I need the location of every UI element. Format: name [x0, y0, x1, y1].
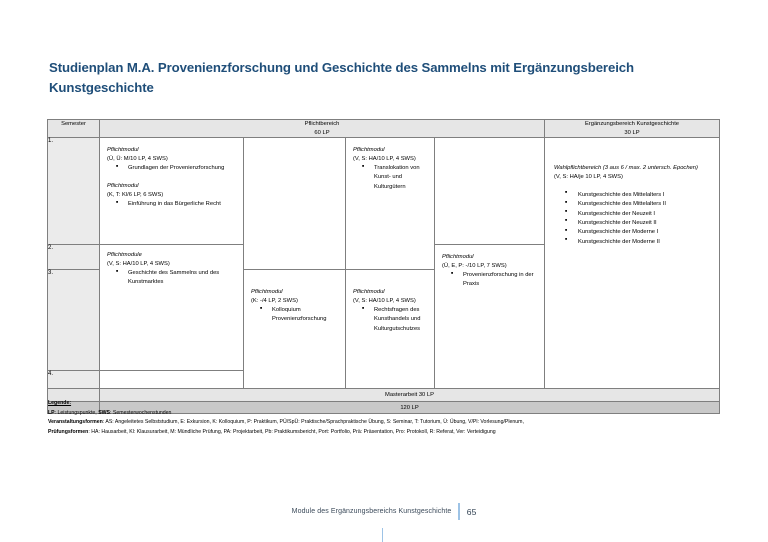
study-plan-table: [47, 119, 720, 414]
module-code: (V, S: HA/10 LP, 4 SWS): [353, 155, 416, 162]
module-item: ■ Rechtsfragen des Kunsthandels und Kulturgutschutzes: [353, 306, 427, 334]
module-code: (Ü, Ü: M/10 LP, 4 SWS): [107, 155, 168, 162]
wahlpflicht-code: (V, S: HA/je 10 LP, 4 SWS): [554, 174, 623, 181]
module-item: ■ Geschichte des Sammelns und des Kunstmarktes: [107, 269, 236, 288]
cell-col5-wahlpflicht: [545, 138, 720, 389]
wahlpflicht-item-list: [554, 191, 713, 247]
module-code: (Ü, E, P: -/10 LP, 7 SWS): [442, 262, 507, 269]
module-item-list: [353, 164, 427, 192]
spacer: [107, 173, 236, 182]
module-item: ■ Kolloquium Provenienzforschung: [251, 306, 338, 325]
legend-line-abbreviations: [48, 409, 748, 419]
header-pflichtbereich: [100, 120, 545, 138]
legend-bold-lp: LP: [48, 409, 55, 416]
module-item-list: [442, 271, 537, 290]
legend-text-veranstaltungsformen: : AS: Angeleitetes Selbststudium, E: Exkursion, K: Kolloquium, P: Praktikum, PÜ/SpÜ: Praktische/Sprachpraktische Übung, S: Seminar, T: Tutorium, Ü: Übung, V/Pl: Vorlesung/Plenum,: [102, 419, 524, 426]
module-code: (K, T: Kl/6 LP, 6 SWS): [107, 191, 164, 198]
legend-line-veranstaltungsformen: [48, 418, 748, 428]
legend-heading: Legende:: [48, 400, 72, 406]
page-footer: [0, 503, 768, 520]
module-item: ■ Einführung in das Bürgerliche Recht: [107, 200, 236, 209]
semester-4-label: 4.: [48, 371, 100, 389]
module-title: Pflichtmodul: [353, 147, 385, 154]
wahlpflicht-item: ■ Kunstgeschichte der Neuzeit I: [554, 210, 713, 219]
masterarbeit-label: Masterarbeit 30 LP: [100, 389, 720, 402]
legend-line-pruefungsformen: [48, 428, 748, 438]
legend-text-pruefungsformen: : HA: Hausarbeit, Kl: Klausurarbeit, M: Mündliche Prüfung, PA: Projektarbeit, Pb: Praktikumsbericht, Port: Portfolio, Prä: Präsentation, Pro: Protokoll, R: Referat, Ver: Verteidigung: [88, 428, 496, 435]
module-item-list: [107, 200, 236, 209]
module-item: ■ Provenienzforschung in der Praxis: [442, 271, 537, 290]
module-item-list: [107, 269, 236, 288]
semester-3-label: 3.: [48, 270, 100, 371]
module-code: (V, S: HA/10 LP, 4 SWS): [353, 297, 416, 304]
wahlpflicht-item: ■ Kunstgeschichte der Moderne I: [554, 228, 713, 237]
module-item-list: [107, 164, 236, 173]
header-semester: Semester: [48, 120, 100, 138]
module-code: (V, S: HA/10 LP, 4 SWS): [107, 260, 170, 267]
module-title: Pflichtmodule: [107, 252, 142, 259]
total-label: 120 LP: [100, 402, 720, 414]
header-pflichtbereich-lp: 60 LP: [314, 129, 330, 136]
table-row-semester-1: [48, 138, 720, 245]
wahlpflicht-item: ■ Kunstgeschichte des Mittelalters II: [554, 200, 713, 209]
cell-col3-sem1: [346, 138, 435, 270]
legend-bold-sws: SWS: [98, 409, 111, 416]
header-pflichtbereich-label: Pflichtbereich: [304, 121, 340, 127]
footer-divider: [458, 503, 459, 520]
semester-2-label: 2.: [48, 245, 100, 270]
cell-col2-empty-top: [244, 138, 346, 270]
module-item: ■ Grundlagen der Provenienzforschung: [107, 164, 236, 173]
module-code: (K: -/4 LP, 2 SWS): [251, 297, 298, 304]
cell-col4-sem2-4: [435, 245, 545, 389]
footer-page-number: 65: [466, 506, 477, 517]
cell-col4-empty-top: [435, 138, 545, 245]
header-ergaenzungsbereich-lp: 30 LP: [624, 129, 640, 136]
semester-1-label: 1.: [48, 138, 100, 245]
footer-section-title: Module des Ergänzungsbereichs Kunstgeschichte: [291, 508, 452, 515]
header-ergaenzungsbereich: [545, 120, 720, 138]
module-title: Pflichtmodul: [107, 183, 139, 190]
wahlpflicht-item: ■ Kunstgeschichte des Mittelalters I: [554, 191, 713, 200]
legend: [48, 399, 748, 438]
cell-col1-sem4-empty: [100, 371, 244, 389]
legend-text-sws: : Semesterwochenstunden: [110, 409, 172, 416]
legend-bold-veranstaltungsformen: Veranstaltungsformen: [48, 419, 103, 426]
wahlpflicht-title: Wahlpflichtbereich (3 aus 6 / max. 2 untersch. Epochen): [554, 165, 698, 172]
module-title: Pflichtmodul: [353, 289, 385, 296]
wahlpflicht-item: ■ Kunstgeschichte der Neuzeit II: [554, 219, 713, 228]
cell-col2-sem3: [244, 270, 346, 389]
cell-col3-sem3: [346, 270, 435, 389]
table-header-row: [48, 120, 720, 138]
cell-col1-sem2-3: [100, 245, 244, 371]
cell-col1-sem1: [100, 138, 244, 245]
legend-text-lp: : Leistungspunkte,: [54, 409, 99, 416]
module-item: ■ Translokation von Kunst- und Kulturgütern: [353, 164, 427, 192]
module-title: Pflichtmodul: [251, 289, 283, 296]
module-item-list: [251, 306, 338, 325]
module-title: Pflichtmodul: [442, 254, 474, 261]
module-item-list: [353, 306, 427, 334]
legend-bold-pruefungsformen: Prüfungsformen: [48, 428, 89, 435]
header-ergaenzungsbereich-label: Ergänzungsbereich Kunstgeschichte: [584, 121, 680, 127]
page-title: Studienplan M.A. Provenienzforschung und Geschichte des Sammelns mit Ergänzungsbereich Kunstgeschichte: [49, 60, 634, 96]
footer-accent-bar: [382, 528, 383, 542]
wahlpflicht-item: ■ Kunstgeschichte der Moderne II: [554, 238, 713, 247]
module-title: Pflichtmodul: [107, 147, 139, 154]
